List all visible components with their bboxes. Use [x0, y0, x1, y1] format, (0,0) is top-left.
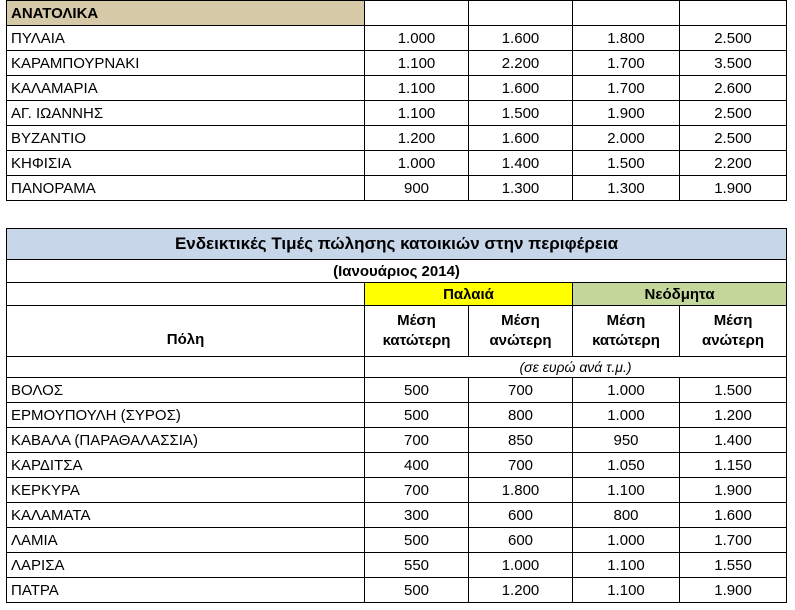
price-cell: 700	[365, 478, 469, 503]
blank-cell	[365, 1, 469, 26]
price-cell: 550	[365, 553, 469, 578]
section-header-row	[7, 1, 787, 26]
price-cell: 500	[365, 578, 469, 603]
price-cell: 800	[573, 503, 680, 528]
price-cell: 1.300	[573, 176, 680, 201]
row-city-name: ΕΡΜΟΥΠΟΥΛΗ (ΣΥΡΟΣ)	[7, 403, 365, 428]
price-cell: 700	[469, 453, 573, 478]
price-cell: 1.500	[573, 151, 680, 176]
price-cell: 2.000	[573, 126, 680, 151]
table-title: Ενδεικτικές Τιμές πώλησης κατοικιών στην περιφέρεια	[7, 229, 787, 260]
row-city-name: ΠΑΝΟΡΑΜΑ	[7, 176, 365, 201]
table-row	[7, 553, 787, 578]
price-cell: 900	[365, 176, 469, 201]
row-city-name: ΚΑΛΑΜΑΤΑ	[7, 503, 365, 528]
price-cell: 1.700	[680, 528, 787, 553]
price-cell: 400	[365, 453, 469, 478]
price-cell: 1.100	[365, 76, 469, 101]
price-cell: 1.500	[469, 101, 573, 126]
price-cell: 2.200	[469, 51, 573, 76]
price-cell: 300	[365, 503, 469, 528]
price-cell: 1.300	[469, 176, 573, 201]
col-old-low-header: Μέση κατώτερη	[365, 306, 469, 357]
row-city-name: ΠΑΤΡΑ	[7, 578, 365, 603]
price-cell: 800	[469, 403, 573, 428]
table-row	[7, 453, 787, 478]
price-cell: 1.000	[365, 151, 469, 176]
price-cell: 850	[469, 428, 573, 453]
table-row	[7, 528, 787, 553]
unit-note: (σε ευρώ ανά τ.μ.)	[365, 357, 787, 378]
row-city-name: ΚΕΡΚΥΡΑ	[7, 478, 365, 503]
group-old-header: Παλαιά	[365, 283, 573, 306]
column-header-row	[7, 306, 787, 357]
table-row	[7, 503, 787, 528]
table-row	[7, 578, 787, 603]
table-row	[7, 51, 787, 76]
price-cell: 1.000	[573, 378, 680, 403]
price-cell: 1.100	[573, 553, 680, 578]
subtitle-row	[7, 260, 787, 283]
price-cell: 1.400	[680, 428, 787, 453]
row-city-name: ΒΟΛΟΣ	[7, 378, 365, 403]
price-cell: 1.000	[365, 26, 469, 51]
price-cell: 600	[469, 503, 573, 528]
price-cell: 1.200	[680, 403, 787, 428]
row-city-name: ΛΑΡΙΣΑ	[7, 553, 365, 578]
row-city-name: ΚΑΒΑΛΑ (ΠΑΡΑΘΑΛΑΣΣΙΑ)	[7, 428, 365, 453]
title-row	[7, 229, 787, 260]
unit-row	[7, 357, 787, 378]
price-cell: 1.800	[573, 26, 680, 51]
table-row	[7, 403, 787, 428]
price-cell: 1.100	[365, 51, 469, 76]
price-cell: 1.550	[680, 553, 787, 578]
table-row	[7, 176, 787, 201]
price-cell: 1.900	[680, 478, 787, 503]
price-cell: 2.500	[680, 126, 787, 151]
price-cell: 1.000	[469, 553, 573, 578]
blank-cell	[7, 357, 365, 378]
row-city-name: ΑΓ. ΙΩΑΝΝΗΣ	[7, 101, 365, 126]
regional-price-table	[6, 228, 787, 603]
price-cell: 1.900	[573, 101, 680, 126]
group-new-header: Νεόδμητα	[573, 283, 787, 306]
section-label: ΑΝΑΤΟΛΙΚΑ	[7, 1, 365, 26]
row-city-name: ΠΥΛΑΙΑ	[7, 26, 365, 51]
row-city-name: ΛΑΜΙΑ	[7, 528, 365, 553]
table-row	[7, 101, 787, 126]
row-city-name: ΚΑΡΔΙΤΣΑ	[7, 453, 365, 478]
anatolika-price-table	[6, 0, 787, 201]
price-cell: 1.200	[365, 126, 469, 151]
price-cell: 1.400	[469, 151, 573, 176]
table-row	[7, 151, 787, 176]
price-cell: 1.700	[573, 51, 680, 76]
price-cell: 3.500	[680, 51, 787, 76]
price-cell: 1.600	[469, 126, 573, 151]
col-old-high-header: Μέση ανώτερη	[469, 306, 573, 357]
price-cell: 1.000	[573, 528, 680, 553]
table-row	[7, 478, 787, 503]
group-header-row	[7, 283, 787, 306]
price-cell: 1.800	[469, 478, 573, 503]
price-cell: 1.600	[469, 76, 573, 101]
price-cell: 1.100	[573, 478, 680, 503]
price-cell: 500	[365, 378, 469, 403]
price-cell: 1.000	[573, 403, 680, 428]
col-new-high-header: Μέση ανώτερη	[680, 306, 787, 357]
price-cell: 2.500	[680, 101, 787, 126]
table-row	[7, 126, 787, 151]
table-row	[7, 26, 787, 51]
col-new-low-header: Μέση κατώτερη	[573, 306, 680, 357]
blank-cell	[469, 1, 573, 26]
blank-cell	[680, 1, 787, 26]
price-cell: 1.150	[680, 453, 787, 478]
row-city-name: ΚΗΦΙΣΙΑ	[7, 151, 365, 176]
blank-cell	[573, 1, 680, 26]
price-cell: 600	[469, 528, 573, 553]
table-row	[7, 378, 787, 403]
price-cell: 700	[469, 378, 573, 403]
price-cell: 1.600	[680, 503, 787, 528]
price-cell: 1.200	[469, 578, 573, 603]
row-city-name: ΚΑΡΑΜΠΟΥΡΝΑΚΙ	[7, 51, 365, 76]
price-cell: 1.700	[573, 76, 680, 101]
price-cell: 1.500	[680, 378, 787, 403]
price-cell: 1.100	[573, 578, 680, 603]
price-cell: 1.900	[680, 176, 787, 201]
price-cell: 1.900	[680, 578, 787, 603]
price-cell: 2.600	[680, 76, 787, 101]
price-cell: 1.600	[469, 26, 573, 51]
price-cell: 500	[365, 403, 469, 428]
table-subtitle: (Ιανουάριος 2014)	[7, 260, 787, 283]
price-cell: 2.500	[680, 26, 787, 51]
price-cell: 950	[573, 428, 680, 453]
price-cell: 700	[365, 428, 469, 453]
table-row	[7, 76, 787, 101]
price-cell: 1.100	[365, 101, 469, 126]
price-cell: 1.050	[573, 453, 680, 478]
price-cell: 2.200	[680, 151, 787, 176]
price-cell: 500	[365, 528, 469, 553]
blank-cell	[7, 283, 365, 306]
row-city-name: ΒΥΖΑΝΤΙΟ	[7, 126, 365, 151]
table-row	[7, 428, 787, 453]
col-city-header: Πόλη	[7, 306, 365, 357]
row-city-name: ΚΑΛΑΜΑΡΙΑ	[7, 76, 365, 101]
